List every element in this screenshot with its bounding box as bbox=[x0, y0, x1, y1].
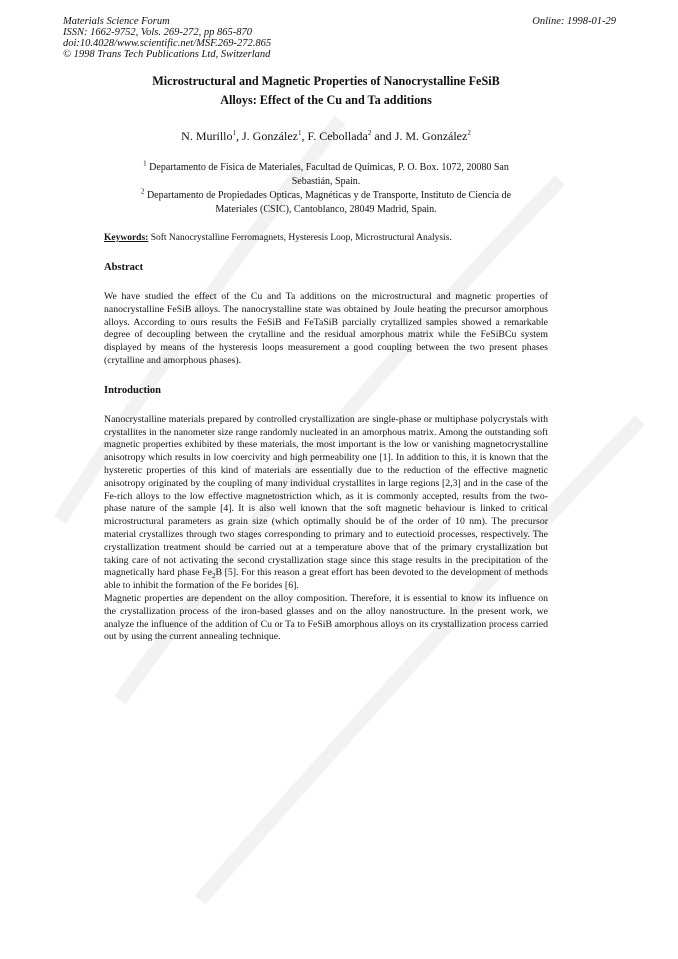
intro-text-part: Nanocrystalline materials prepared by controlled crystallization are single-phase or multiphase polycrystals with crystallites in the nanometer size range randomly nucleated in an amorphous matrix. Among the outstanding soft magnetic properties exhibited by these materials, the most important is the low or vanishing magnetocrystalline anisotropy which results in low coercivity and high permeability one [1]. In addition to this, it is known that the hysteretic properties of this kind of materials are essentially due to the reduction of the effective magnetic anisotropy originated by the coupling of many individual crystallites in large regions [2,3] and in the case of the Fe-rich alloys to the low effective magnetostriction which, as it is commonly accepted, results from the two-phase nature of the sample [4]. It is also well known that the soft magnetic behaviour is linked to critical microstructural parameters as grain size (which optimally should be of the order of 10 nm). The precursor material crystallizes through two stages corresponding to primary and to eutectioid processes, respectively. The crystallization treatment should be carried out at a temperature above that of the primary crystallization but taking care of not activating the second crystallization stage since this stage results in the precipitation of the magnetically hard phase Fe bbox=[104, 413, 548, 579]
affiliation-line: Sebastián, Spain. bbox=[291, 176, 361, 187]
online-date: Online: 1998-01-29 bbox=[532, 16, 616, 27]
author-list bbox=[104, 128, 548, 144]
author-separator: and bbox=[371, 129, 395, 143]
author-affiliation-mark: 1 bbox=[297, 129, 302, 137]
keywords-text: Soft Nanocrystalline Ferromagnets, Hysteresis Loop, Microstructural Analysis. bbox=[150, 233, 452, 243]
introduction-paragraph-2: Magnetic properties are dependent on the alloy composition. Therefore, it is essential to know its influence on the crystallization process of the iron-based glasses and on the alloy nanostructure. In the present work, we analyze the influence of the addition of Cu or Ta to FeSiB amorphous alloys on its crystallization process carried out by using the current annealing technique. bbox=[104, 592, 548, 643]
paper-body bbox=[104, 72, 548, 644]
author-name: N. Murillo bbox=[181, 129, 233, 143]
author-affiliation-mark: 2 bbox=[467, 129, 471, 137]
issn-line: ISSN: 1662-9752, Vols. 269-272, pp 865-870 bbox=[63, 27, 252, 38]
affiliation-mark: 2 bbox=[140, 187, 145, 196]
journal-header bbox=[63, 16, 616, 60]
introduction-heading: Introduction bbox=[104, 384, 161, 396]
affiliation-2 bbox=[104, 189, 548, 217]
keywords-label: Keywords: bbox=[104, 233, 149, 243]
author-name: J. González bbox=[242, 129, 298, 143]
author-name: F. Cebollada bbox=[307, 129, 368, 143]
title-line-1: Microstructural and Magnetic Properties of Nanocrystalline FeSiB bbox=[152, 74, 500, 88]
introduction-paragraph-1 bbox=[104, 414, 548, 593]
keywords bbox=[104, 231, 548, 245]
affiliation-line: Departamento de Propiedades Opticas, Magnéticas y de Transporte, Instituto de Ciencia de bbox=[146, 190, 512, 201]
author-affiliation-mark: 2 bbox=[367, 129, 372, 137]
intro-text-part: B [5]. For this reason a great effort has been devoted to the development of methods able to inhibit the formation of the Fe borides [6]. bbox=[104, 567, 548, 592]
subscript: 2 bbox=[211, 572, 216, 581]
journal-name: Materials Science Forum bbox=[63, 16, 170, 27]
affiliation-line: Materiales (CSIC), Cantoblanco, 28049 Madrid, Spain. bbox=[215, 204, 437, 215]
doi-link[interactable]: doi:10.4028/www.scientific.net/MSF.269-272.865 bbox=[63, 38, 272, 49]
author-separator: , bbox=[301, 129, 308, 143]
affiliation-line: Departamento de Física de Materiales, Facultad de Químicas, P. O. Box. 1072, 20080 San bbox=[149, 162, 509, 173]
copyright-line: © 1998 Trans Tech Publications Ltd, Switzerland bbox=[63, 49, 271, 60]
affiliation-1 bbox=[104, 161, 548, 189]
affiliations bbox=[104, 161, 548, 217]
author-name: J. M. González bbox=[394, 129, 468, 143]
abstract-text: We have studied the effect of the Cu and Ta additions on the microstructural and magnetic properties of nanocrystalline FeSiB alloys. The nanocrystalline state was obtained by Joule heating the precursor amorphous alloys. According to ours results the FeSiB and FeTaSiB parcially crytallized samples showed a remarkable degree of decoupling between the crytalline and the residual amorphous matrix while the FeSiBCu system displayed by means of the hysteresis loops measurement a good coupling between the two present phases (crytalline and amorphous phases). bbox=[104, 291, 548, 366]
affiliation-mark: 1 bbox=[143, 159, 147, 168]
abstract-heading: Abstract bbox=[104, 262, 144, 273]
title-line-2: Alloys: Effect of the Cu and Ta additions bbox=[220, 93, 432, 107]
author-separator: , bbox=[236, 129, 242, 143]
paper-title bbox=[104, 72, 548, 110]
author-affiliation-mark: 1 bbox=[232, 129, 236, 137]
